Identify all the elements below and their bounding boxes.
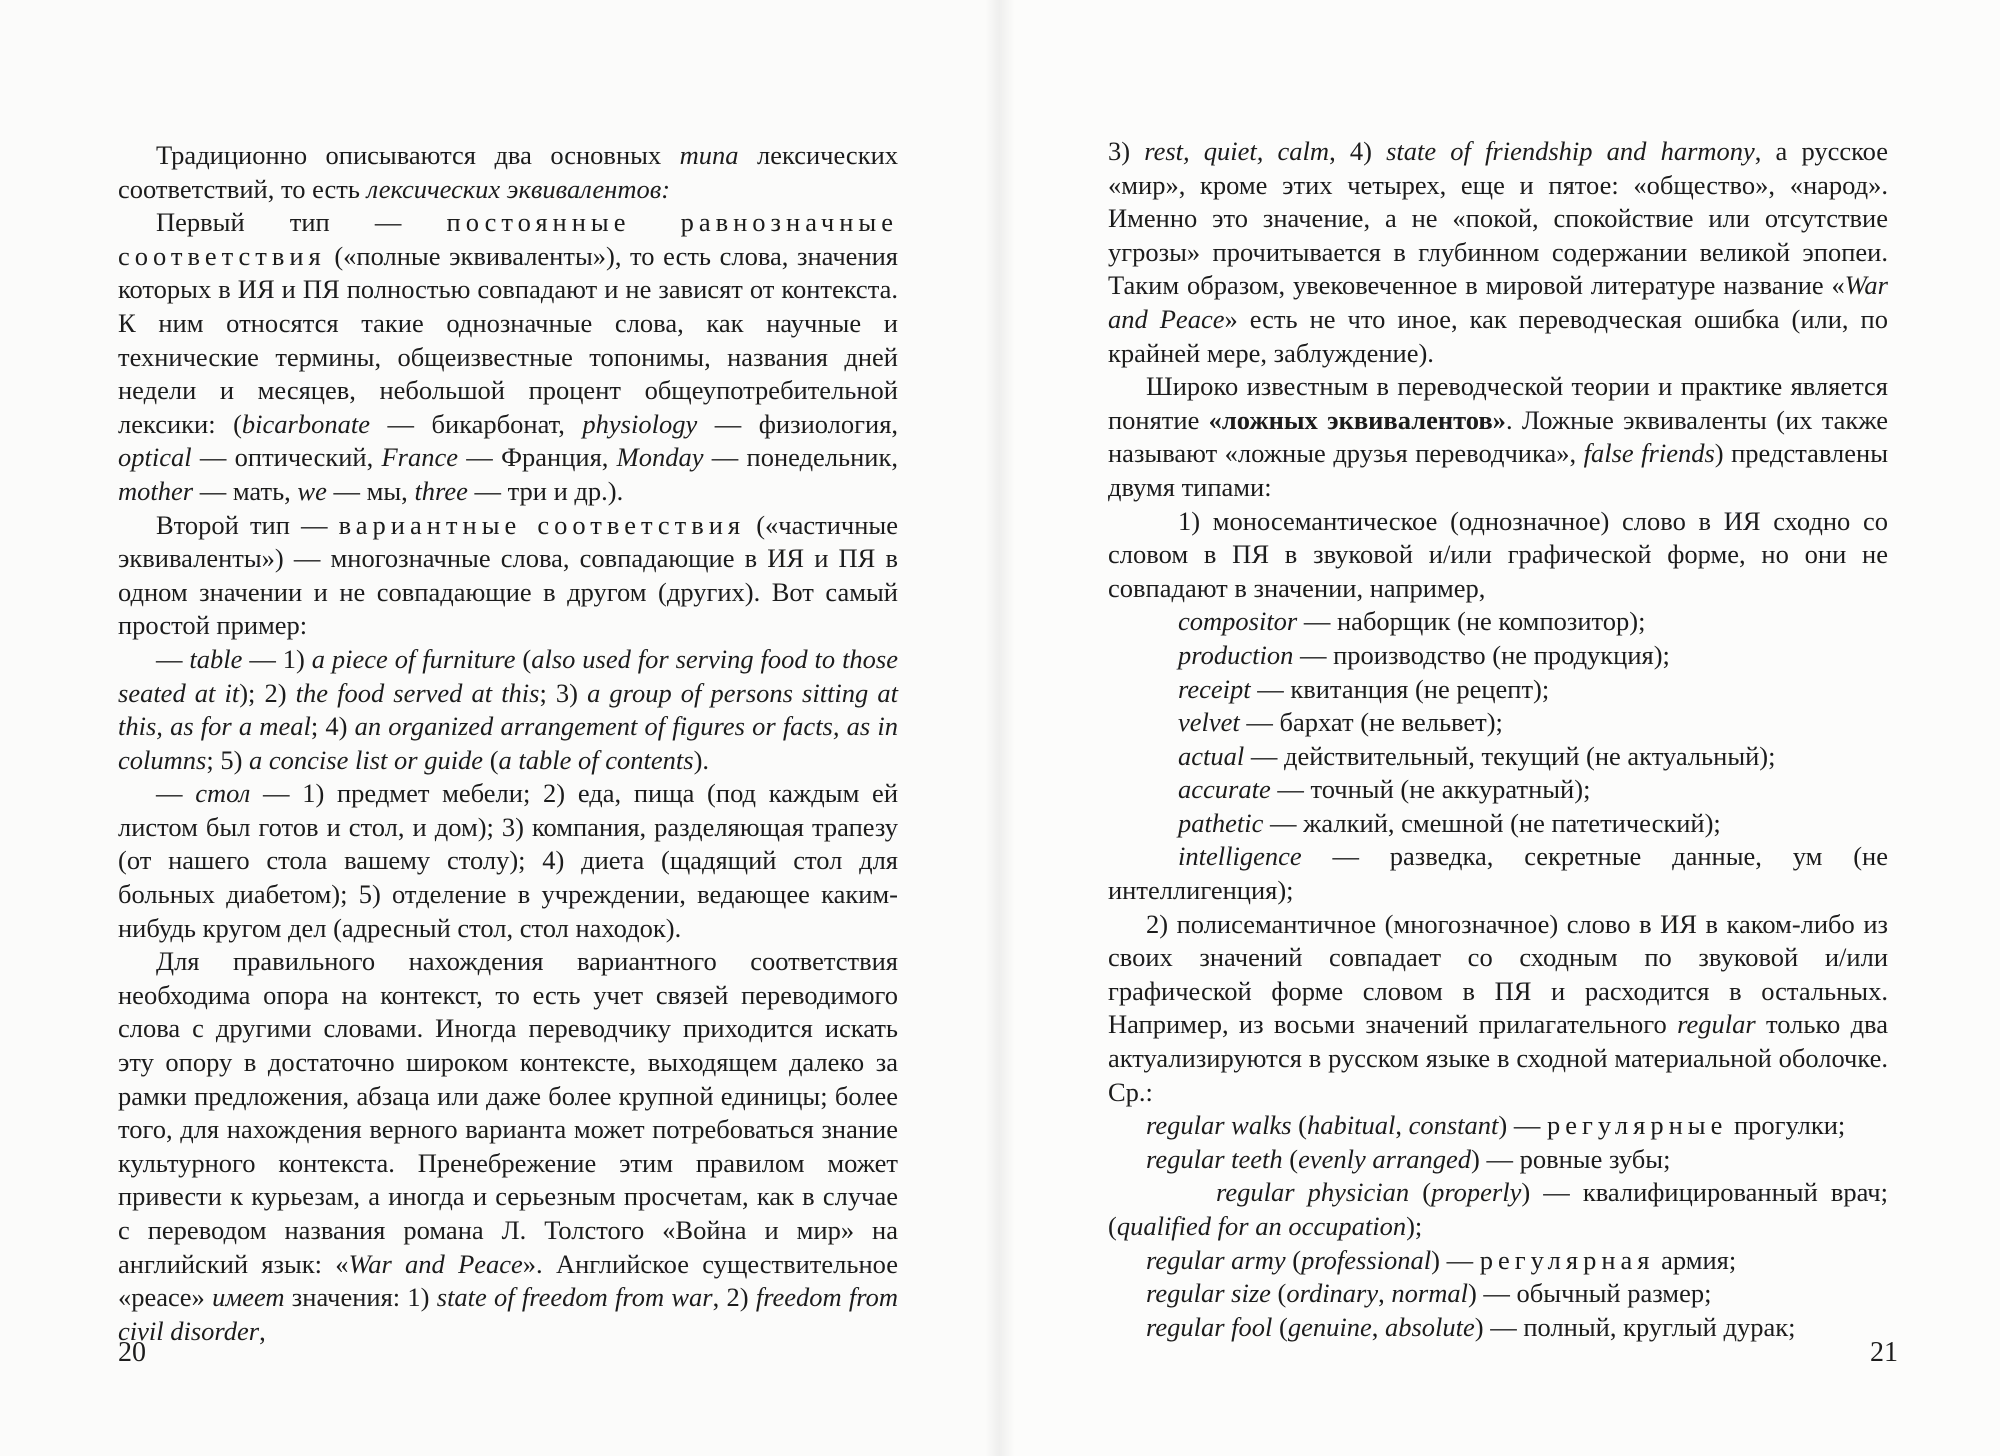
regular-example: regular fool (genuine, absolute) — полный, круглый дурак;: [1146, 1311, 1796, 1342]
paragraph: 1) моносемантическое (однозначное) слово в ИЯ сходно со словом в ПЯ в звуковой и/или графической форме, но они не совпадают в значении, например,: [1108, 505, 1888, 603]
false-friend-item: actual — действительный, текущий (не актуальный);: [1178, 740, 1776, 771]
page-number: 21: [1870, 1337, 1898, 1368]
paragraph: 3) rest, quiet, calm, 4) state of friendship and harmony, а русское «мир», кроме этих четырех, еще и пятое: «общество», «народ». Именно это значение, а не «покой, спокойствие или отсутствие угрозы» прочитывается в глубинном содержании великой эпопеи. Таким образом, увековеченное в мировой литературе название «War and Peace» есть не что иное, как переводческая ошибка (или, по крайней мере, заблуждение).: [1108, 136, 1889, 368]
page-number: 20: [118, 1337, 146, 1368]
paragraph: Традиционно описываются два основных типа лексических соответствий, то есть лексических эквивалентов:: [118, 140, 899, 204]
false-friend-item: production — производство (не продукция);: [1178, 639, 1670, 670]
false-friend-item: receipt — квитанция (не рецепт);: [1178, 673, 1550, 704]
page-21-text: [1108, 135, 1888, 1344]
paragraph: Первый тип — постоянные равнозначные соответствия («полные эквиваленты»), то есть слова, значения которых в ИЯ и ПЯ полностью совпадают и не зависят от контекста. К ним относятся такие однозначные слова, как научные и технические термины, общеизвестные топонимы, названия дней недели и месяцев, небольшой процент общеупотребительной лексики: (bicarbonate — бикарбонат, physiology — физиология, optical — оптический, France — Франция, Monday — понедельник, mother — мать, we — мы, three — три и др.).: [118, 207, 899, 506]
paragraph: Второй тип — вариантные соответствия («частичные эквиваленты») — многозначные слова, совпадающие в ИЯ и ПЯ в одном значении и не совпадающие в другом (других). Вот самый простой пример:: [118, 509, 899, 641]
regular-example: regular size (ordinary, normal) — обычный размер;: [1146, 1278, 1712, 1309]
false-friend-item: intelligence — разведка, секретные данные, ум (не интеллигенция);: [1108, 841, 1888, 906]
paragraph: 2) полисемантичное (многозначное) слово в ИЯ в каком-либо из своих значений совпадает со сходным по звуковой и/или графической форме словом в ПЯ и расходится в остальных. Например, из восьми значений прилагательного regular только два актуализируются в русском языке в сходной материальной оболочке. Ср.:: [1108, 908, 1888, 1107]
regular-example: regular walks (habitual, constant) — регулярные прогулки;: [1146, 1110, 1846, 1141]
book-gutter: [985, 0, 1015, 1456]
false-friend-item: pathetic — жалкий, смешной (не патетический);: [1178, 807, 1721, 838]
example-table: — table — 1) a piece of furniture (also used for serving food to those seated at it); 2) the food served at this; 3) a group of persons sitting at this, as for a meal; 4) an organized arrangement of figures or facts, as in columns; 5) a concise list or guide (a table of contents).: [118, 643, 899, 775]
false-friend-item: compositor — наборщик (не композитор);: [1178, 606, 1646, 637]
regular-example: regular teeth (evenly arranged) — ровные зубы;: [1146, 1143, 1671, 1174]
false-friend-item: velvet — бархат (не вельвет);: [1178, 707, 1503, 738]
false-friend-item: accurate — точный (не аккуратный);: [1178, 774, 1591, 805]
paragraph: Для правильного нахождения вариантного соответствия необходима опора на контекст, то есть учет связей переводимого слова с другими словами. Иногда переводчику приходится искать эту опору в достаточно широком контексте, выходящем далеко за рамки предложения, абзаца или даже более крупной единицы; более того, для нахождения верного варианта может потребоваться знание культурного контекста. Пренебрежение этим правилом может привести к курьезам, а иногда и серьезным просчетам, как в случае с переводом названия романа Л. Толстого «Война и мир» на английский язык: «War and Peace». Английское существительное «peace» имеет значения: 1) state of freedom from war, 2) freedom from civil disorder,: [118, 946, 899, 1346]
page-21: [1000, 0, 2000, 1456]
regular-example: regular physician (properly) — квалифицированный врач; (qualified for an occupation);: [1108, 1177, 1888, 1241]
regular-example: regular army (professional) — регулярная армия;: [1146, 1244, 1737, 1275]
paragraph: Широко известным в переводческой теории и практике является понятие «ложных эквивалентов». Ложные эквиваленты (их также называют «ложные друзья переводчика», false friends) представлены двумя типами:: [1108, 371, 1889, 502]
example-stol: — стол — 1) предмет мебели; 2) еда, пища (под каждым ей листом был готов и стол, и дом); 3) компания, разделяющая трапезу (от нашего стола вашему столу); 4) диета (щадящий стол для больных диабетом); 5) отделение в учреждении, ведающее каким-нибудь кругом дел (адресный стол, стол находок).: [118, 778, 899, 943]
page-20-text: [118, 139, 898, 1348]
